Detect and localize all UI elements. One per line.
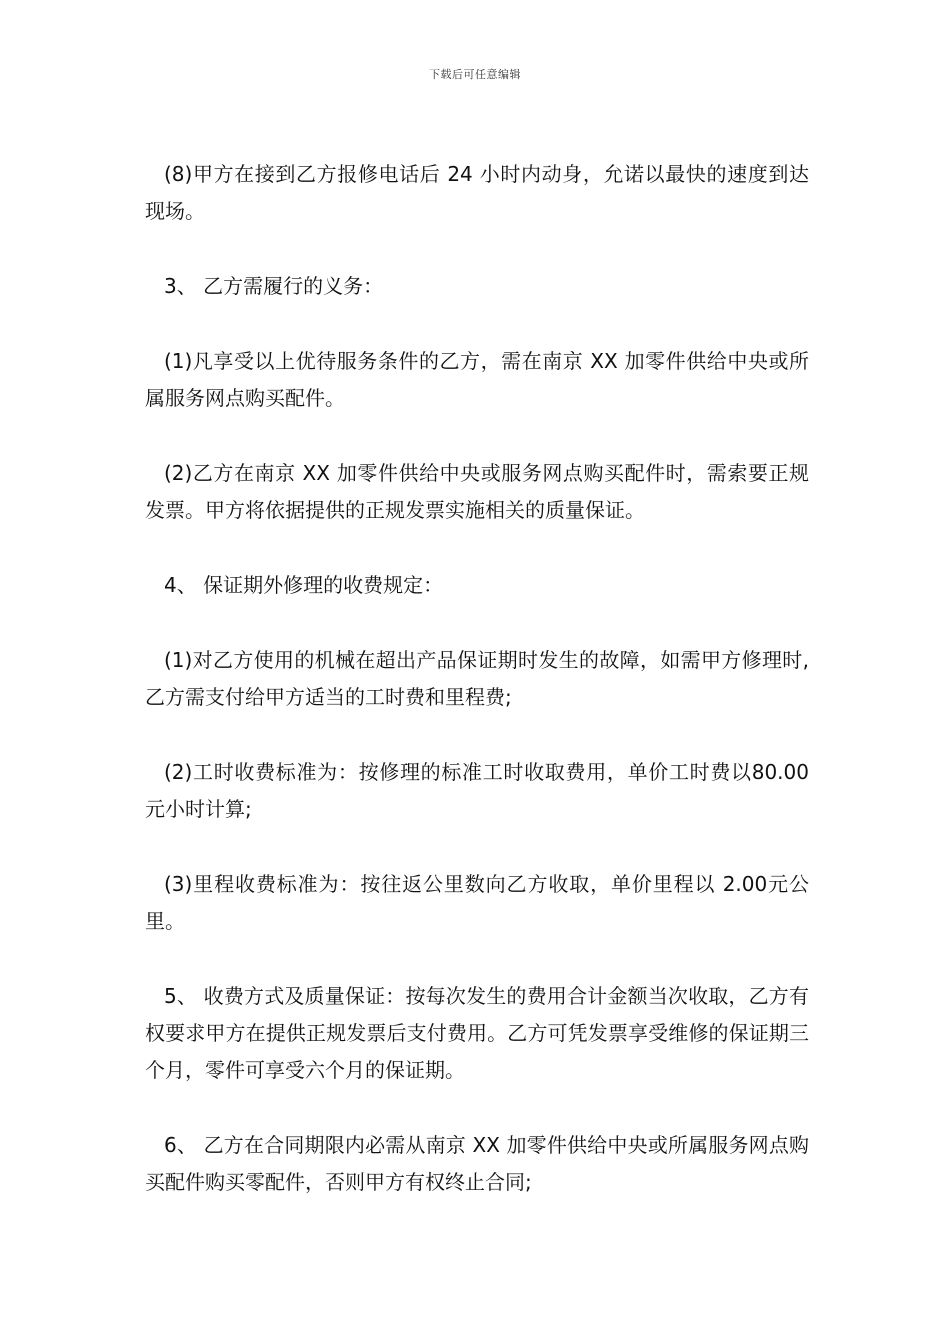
paragraph-3-1: (1)凡享受以上优待服务条件的乙方，需在南京 XX 加零件供给中央或所属服务网点购买配件。	[145, 349, 809, 410]
section-3-heading: 3、 乙方需履行的义务：	[164, 274, 384, 298]
section-5-paragraph: 5、 收费方式及质量保证：按每次发生的费用合计金额当次收取，乙方有权要求甲方在提供正规发票后支付费用。乙方可凭发票享受维修的保证期三个月，零件可享受六个月的保证期。	[145, 984, 809, 1082]
page-header: 下载后可任意编辑	[429, 68, 521, 81]
paragraph-8-arrival: (8)甲方在接到乙方报修电话后 24 小时内动身，允诺以最快的速度到达现场。	[145, 162, 809, 223]
paragraph-3-2: (2)乙方在南京 XX 加零件供给中央或服务网点购买配件时，需索要正规发票。甲方将依据提供的正规发票实施相关的质量保证。	[145, 461, 809, 522]
document-body	[145, 156, 809, 1239]
paragraph-4-3: (3)里程收费标准为：按往返公里数向乙方收取，单价里程以 2.00元公里。	[145, 872, 809, 933]
section-6-paragraph: 6、 乙方在合同期限内必需从南京 XX 加零件供给中央或所属服务网点购买配件购买零配件，否则甲方有权终止合同;	[145, 1133, 809, 1194]
section-4-heading: 4、 保证期外修理的收费规定：	[164, 573, 444, 597]
paragraph-4-1: (1)对乙方使用的机械在超出产品保证期时发生的故障，如需甲方修理时,乙方需支付给甲方适当的工时费和里程费;	[145, 648, 809, 709]
paragraph-4-2: (2)工时收费标准为：按修理的标准工时收取费用，单价工时费以80.00 元小时计算;	[145, 760, 809, 821]
